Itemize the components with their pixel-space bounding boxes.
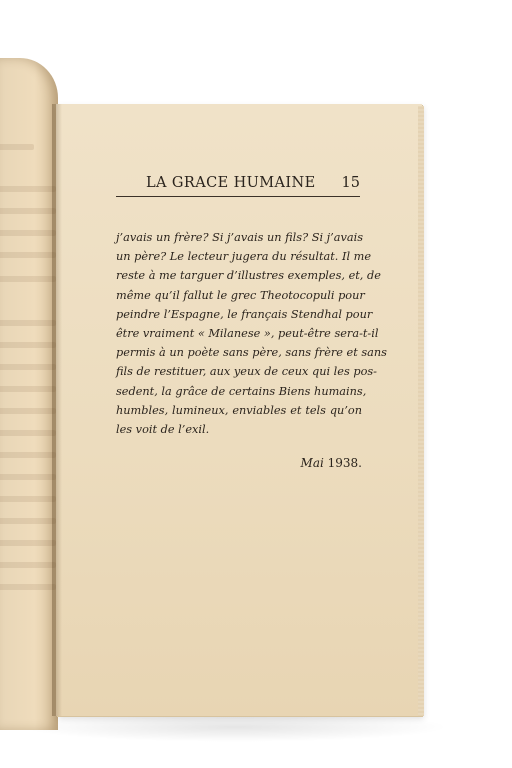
- bleed-through-line: [0, 496, 56, 502]
- page-edges: [418, 106, 424, 716]
- bleed-through-line: [0, 320, 56, 326]
- gutter-shadow: [52, 104, 62, 716]
- book-shadow: [20, 712, 450, 742]
- bleed-through-line: [0, 230, 56, 236]
- text-line: sedent, la grâce de certains Biens humains,: [116, 384, 367, 398]
- running-title: LA GRACE HUMAINE: [146, 175, 316, 191]
- bleed-through-line: [0, 562, 56, 568]
- date-signature: [282, 456, 362, 470]
- bleed-through-line: [0, 276, 56, 282]
- bleed-through-line: [0, 252, 56, 258]
- left-page: [0, 58, 58, 730]
- date-month: Mai: [300, 456, 324, 470]
- date-year: 1938.: [327, 456, 362, 470]
- text-line: reste à me targuer d’illustres exemples, et, de: [116, 269, 381, 283]
- running-head: [116, 174, 360, 197]
- bleed-through-line: [0, 386, 56, 392]
- bleed-through-line: [0, 518, 56, 524]
- bleed-through-line: [0, 430, 56, 436]
- bleed-through-line: [0, 452, 56, 458]
- bleed-through-line: [0, 364, 56, 370]
- text-line: j’avais un frère? Si j’avais un fils? Si j’avais: [116, 231, 364, 244]
- bleed-through-line: [0, 208, 56, 214]
- text-line: peindre l’Espagne, le français Stendhal pour: [116, 307, 373, 321]
- bleed-through-line: [0, 584, 56, 590]
- text-line: humbles, lumineux, enviables et tels qu’on: [116, 403, 362, 417]
- text-line: fils de restituer, aux yeux de ceux qui les pos-: [116, 365, 378, 379]
- bleed-through-line: [0, 186, 56, 192]
- text-line: les voit de l’exil.: [116, 423, 210, 437]
- bleed-through-line: [0, 540, 56, 546]
- bleed-through-line: [0, 474, 56, 480]
- text-line: même qu’il fallut le grec Theotocopuli pour: [116, 288, 365, 302]
- text-line: un père? Le lecteur jugera du résultat. Il me: [116, 250, 372, 264]
- text-line: permis à un poète sans père, sans frère et sans: [116, 346, 387, 360]
- bleed-through-line: [0, 144, 34, 150]
- bleed-through-line: [0, 342, 56, 348]
- body-paragraph: [116, 228, 387, 439]
- page-number: 15: [341, 175, 360, 191]
- text-line: être vraiment « Milanese », peut-être sera-t-il: [116, 327, 379, 341]
- bleed-through-line: [0, 408, 56, 414]
